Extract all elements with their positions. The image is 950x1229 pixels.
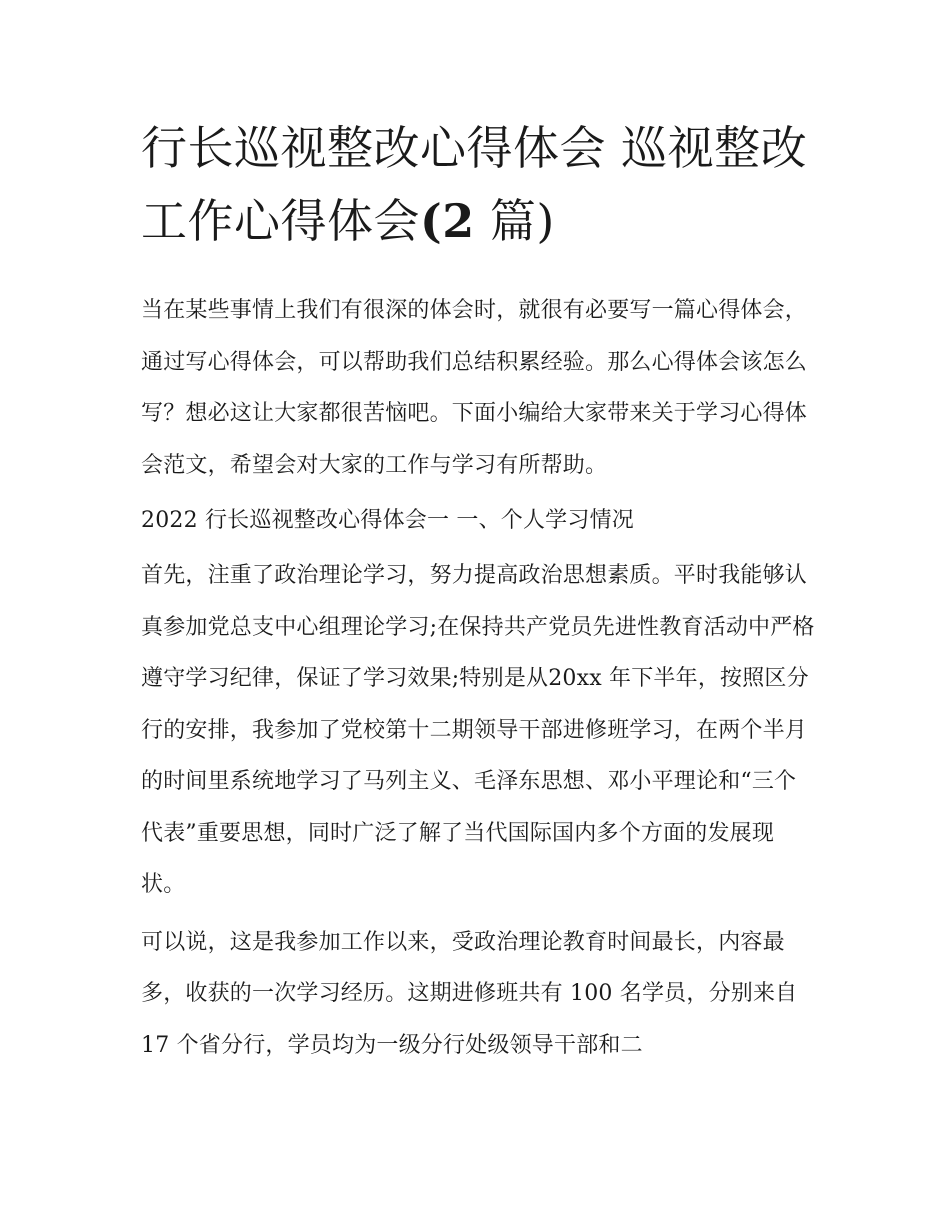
section-heading: 2022 行长巡视整改心得体会一 一、个人学习情况 — [141, 508, 634, 533]
title-suffix: 篇) — [474, 194, 555, 248]
title-text: 行长巡视整改心得体会 巡视整改工作心得体会 — [141, 121, 808, 248]
title-count: (2 — [420, 194, 475, 248]
intro-paragraph: 当在某些事情上我们有很深的体会时，就很有必要写一篇心得体会，通过写心得体会，可以帮助我们总结积累经验。那么心得体会该怎么写？想必这让大家都很苦恼吧。下面小编给大家带来关于学习心得体会范文，希望会对大家的工作与学习有所帮助。 — [141, 298, 808, 478]
body-paragraph-1: 首先，注重了政治理论学习，努力提高政治思想素质。平时我能够认真参加党总支中心组理论学习;在保持共产党员先进性教育活动中严格遵守学习纪律，保证了学习效果;特别是从20xx 年下半年，按照区分行的安排，我参加了党校第十二期领导干部进修班学习，在两个半月的时间里系统地学习了马列主义、毛泽东思想、邓小平理论和“三个代表”重要思想，同时广泛了解了当代国际国内多个方面的发展现状。 — [141, 563, 815, 897]
body-paragraph-2: 可以说，这是我参加工作以来，受政治理论教育时间最长，内容最多，收获的一次学习经历。这期进修班共有 100 名学员，分别来自 17 个省分行，学员均为一级分行处级领导干部和二 — [141, 929, 798, 1058]
document-title — [141, 112, 817, 258]
document-page — [141, 112, 817, 1071]
